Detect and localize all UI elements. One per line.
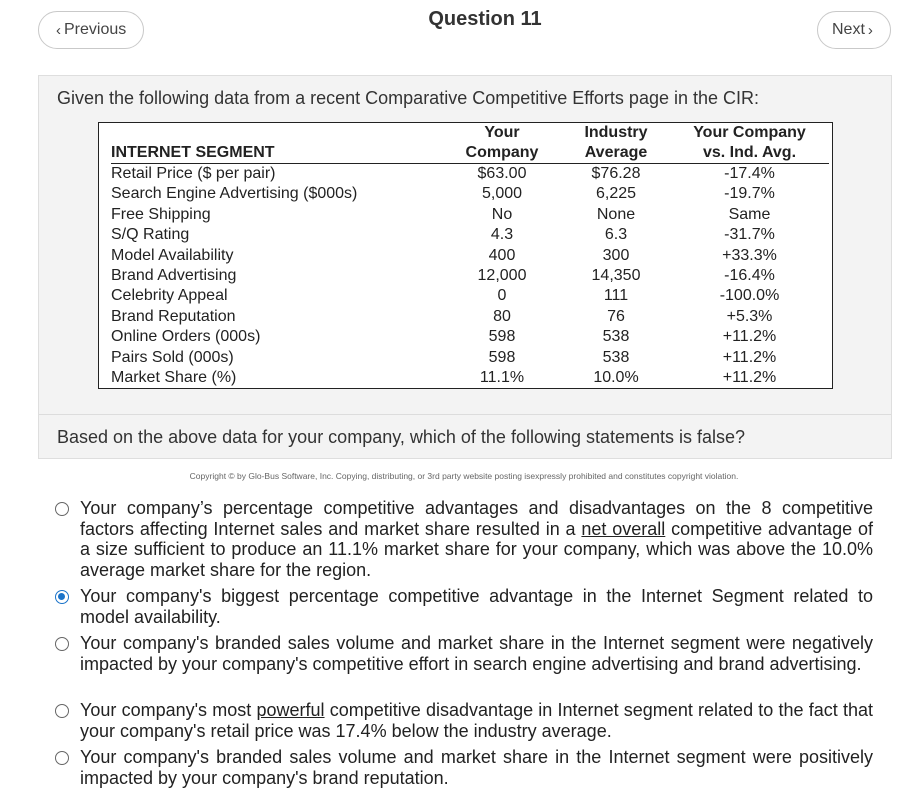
table-row <box>111 225 829 245</box>
table-cell: 0 <box>497 287 507 305</box>
table-cell: 14,350 <box>591 267 641 285</box>
next-label: Next <box>832 21 865 38</box>
previous-label: Previous <box>64 21 127 38</box>
table-cell: -100.0% <box>719 287 780 305</box>
intro-text: Given the following data from a recent Comparative Competitive Efforts page in the CIR: <box>57 88 760 108</box>
option-text-segment: Your company's most <box>80 700 257 720</box>
table-cell: $63.00 <box>477 165 527 182</box>
table-cell: 400 <box>488 246 516 264</box>
column-header-line: INTERNET SEGMENT <box>111 144 275 161</box>
radio-button[interactable] <box>55 637 69 651</box>
table-row <box>111 286 829 306</box>
column-header <box>111 123 442 164</box>
column-header-line: Company <box>465 144 539 161</box>
table-row <box>111 205 829 225</box>
chevron-left-icon: ‹ <box>56 21 61 39</box>
table-row <box>111 184 829 204</box>
option-underlined-text: net overall <box>581 518 666 539</box>
answer-option[interactable] <box>55 747 873 788</box>
row-label: Brand Reputation <box>111 307 236 325</box>
row-label: Pairs Sold (000s) <box>111 348 234 366</box>
row-label: Free Shipping <box>111 205 211 223</box>
table-cell: 5,000 <box>481 185 523 203</box>
table-cell: 6.3 <box>604 226 628 244</box>
table-cell: 76 <box>607 307 625 325</box>
table-cell: -31.7% <box>724 226 775 244</box>
column-header-line: Your Company <box>693 124 806 141</box>
table-cell: 4.3 <box>490 226 514 244</box>
radio-button[interactable] <box>55 590 69 604</box>
table-cell: +11.2% <box>722 348 777 366</box>
column-header-line: Industry <box>584 124 648 141</box>
answer-option-text <box>80 586 873 627</box>
row-label: Celebrity Appeal <box>111 287 228 305</box>
answer-option-text <box>80 633 873 674</box>
column-header <box>442 123 562 164</box>
table-cell: +11.2% <box>722 328 777 346</box>
table-cell: 598 <box>488 348 516 366</box>
answer-option[interactable] <box>55 586 873 627</box>
question-panel <box>38 75 892 459</box>
table-cell: Same <box>728 205 771 223</box>
table-cell: No <box>491 205 513 223</box>
answer-option-text <box>80 498 873 580</box>
option-text-segment: competitive disadvantage in Internet segment related to the fact that your company's retail price was 17.4% below the industry average. <box>80 700 874 741</box>
table-cell: +11.2% <box>722 369 777 387</box>
table-body <box>111 164 829 389</box>
copyright-notice: Copyright © by Glo-Bus Software, Inc. Copying, distributing, or 3rd party website posting isexpressly prohibited and constitutes copyright violation. <box>189 471 739 481</box>
answer-option[interactable] <box>55 700 873 741</box>
column-header-line: Your <box>484 124 520 141</box>
table-row <box>111 266 829 286</box>
table-row <box>111 348 829 368</box>
row-label: Brand Advertising <box>111 267 237 285</box>
table-cell: $76.28 <box>591 165 641 182</box>
table-cell: -17.4% <box>724 165 775 182</box>
table-cell: 111 <box>603 287 629 305</box>
table-row <box>111 307 829 327</box>
question-text: Based on the above data for your company, which of the following statements is false? <box>57 427 746 447</box>
table-cell: 538 <box>602 328 630 346</box>
answer-option[interactable] <box>55 633 873 674</box>
answer-option[interactable] <box>55 498 873 580</box>
table-cell: 300 <box>602 246 630 264</box>
table-cell: -19.7% <box>724 185 775 203</box>
divider <box>39 414 891 415</box>
table-cell: None <box>596 205 636 223</box>
chevron-right-icon: › <box>867 21 873 39</box>
row-label: Model Availability <box>111 246 234 264</box>
option-text-segment: Your company’s percentage competitive advantages and disadvantages on the 8 competitive factors affecting Internet sales and market share resulted in a <box>80 498 873 539</box>
column-header-line: Average <box>584 144 648 161</box>
next-button[interactable] <box>817 11 891 49</box>
answer-option-text <box>80 747 873 788</box>
table-cell: 6,225 <box>595 185 637 203</box>
competitive-efforts-table <box>98 122 833 389</box>
row-label: Retail Price ($ per pair) <box>111 165 276 182</box>
table-cell: +5.3% <box>726 307 773 325</box>
row-label: Online Orders (000s) <box>111 328 261 346</box>
table-cell: 10.0% <box>593 369 639 387</box>
column-header <box>670 123 829 164</box>
table-cell: -16.4% <box>724 267 775 285</box>
option-text-segment: Your company's branded sales volume and market share in the Internet segment were positively impacted by your company's brand reputation. <box>80 747 873 788</box>
radio-button[interactable] <box>55 502 69 516</box>
option-text-segment: Your company's branded sales volume and market share in the Internet segment were negatively impacted by your company's competitive effort in search engine advertising and brand advertising. <box>80 633 873 674</box>
table-cell: 11.1% <box>479 369 525 387</box>
table-row <box>111 327 829 347</box>
column-header <box>562 123 670 164</box>
table-header-row <box>111 123 829 164</box>
row-label: S/Q Rating <box>111 226 190 244</box>
answer-option-text <box>80 700 873 741</box>
row-label: Market Share (%) <box>111 369 237 387</box>
table-cell: +33.3% <box>722 246 777 264</box>
table-row <box>111 368 829 388</box>
option-text-segment: Your company's biggest percentage competitive advantage in the Internet Segment related to model availability. <box>80 586 873 627</box>
table-row <box>111 246 829 266</box>
option-text-segment: competitive advantage of a size sufficient to produce an 11.1% market share for your company, which was above the 10.0% average market share for the region. <box>80 518 873 580</box>
table-cell: 12,000 <box>477 267 527 285</box>
option-underlined-text: powerful <box>256 700 325 720</box>
radio-button[interactable] <box>55 751 69 765</box>
table-row <box>111 164 829 185</box>
column-header-line: vs. Ind. Avg. <box>702 144 797 161</box>
question-title: Question 11 <box>428 8 542 30</box>
row-label: Search Engine Advertising ($000s) <box>111 185 358 203</box>
table-cell: 538 <box>602 348 630 366</box>
table-cell: 598 <box>488 328 516 346</box>
radio-button[interactable] <box>55 704 69 718</box>
table-cell: 80 <box>493 307 511 325</box>
